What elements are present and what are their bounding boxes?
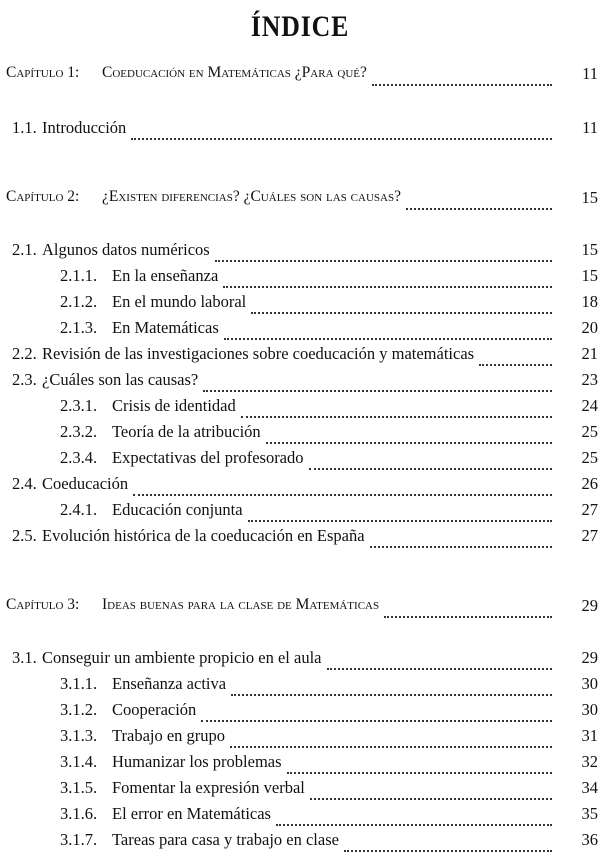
entry-number: Capítulo 1: xyxy=(6,64,80,81)
page-title: ÍNDICE xyxy=(250,10,350,43)
toc-entry xyxy=(0,752,600,774)
entry-number: 2.4.1. xyxy=(60,500,98,519)
entry-title: En la enseñanza xyxy=(112,266,219,285)
entry-page-number: 31 xyxy=(581,726,598,745)
entry-title: Humanizar los problemas xyxy=(112,752,282,771)
entry-page-number: 21 xyxy=(581,344,598,363)
toc-entry xyxy=(0,448,600,470)
entry-number: Capítulo 2: xyxy=(6,188,80,205)
dot-leader xyxy=(251,292,552,314)
toc-entry xyxy=(0,370,600,392)
entry-number: 2.1.3. xyxy=(60,318,98,337)
entry-title: Teoría de la atribución xyxy=(112,422,261,441)
entry-title: Enseñanza activa xyxy=(112,674,227,693)
entry-number: 2.2. xyxy=(12,344,37,363)
entry-page-number: 23 xyxy=(581,370,598,389)
entry-page-number: 18 xyxy=(581,292,598,311)
entry-number: 3.1.6. xyxy=(60,804,98,823)
entry-number: 3.1. xyxy=(12,648,37,667)
entry-page-number: 15 xyxy=(581,240,598,259)
entry-title: Introducción xyxy=(42,118,127,137)
entry-page-number: 35 xyxy=(581,804,598,823)
toc-entry xyxy=(0,500,600,522)
entry-number: 1.1. xyxy=(12,118,37,137)
entry-title: Fomentar la expresión verbal xyxy=(112,778,305,797)
entry-title: Coeducación xyxy=(42,474,129,493)
entry-title: El error en Matemáticas xyxy=(112,804,271,823)
dot-leader xyxy=(224,318,552,340)
entry-title: Tareas para casa y trabajo en clase xyxy=(112,830,339,849)
toc-entry xyxy=(0,266,600,288)
entry-page-number: 30 xyxy=(581,674,598,693)
entry-title: Ideas buenas para la clase de Matemáticas xyxy=(102,596,380,613)
entry-title: En Matemáticas xyxy=(112,318,219,337)
entry-title: Algunos datos numéricos xyxy=(42,240,210,259)
dot-leader xyxy=(479,344,552,366)
entry-page-number: 11 xyxy=(582,118,598,137)
entry-page-number: 20 xyxy=(581,318,598,337)
toc-entry xyxy=(0,804,600,826)
entry-page-number: 29 xyxy=(581,648,598,667)
entry-title: Evolución histórica de la coeducación en España xyxy=(42,526,365,545)
entry-title: Cooperación xyxy=(112,700,197,719)
entry-page-number: 36 xyxy=(581,830,598,849)
dot-leader xyxy=(131,118,552,140)
dot-leader xyxy=(287,752,552,774)
toc-entry xyxy=(0,726,600,748)
entry-title: Conseguir un ambiente propicio en el aula xyxy=(42,648,322,667)
entry-title: Crisis de identidad xyxy=(112,396,236,415)
entry-title: Educación conjunta xyxy=(112,500,243,519)
entry-number: 2.3.1. xyxy=(60,396,98,415)
toc-entry xyxy=(0,778,600,800)
entry-title: Expectativas del profesorado xyxy=(112,448,304,467)
entry-number: 2.1.1. xyxy=(60,266,98,285)
dot-leader xyxy=(372,64,552,86)
toc-entry xyxy=(0,422,600,444)
entry-page-number: 26 xyxy=(581,474,598,493)
entry-number: 2.3. xyxy=(12,370,37,389)
dot-leader xyxy=(201,700,552,722)
entry-number: 3.1.2. xyxy=(60,700,98,719)
entry-page-number: 15 xyxy=(581,266,598,285)
entry-number: 2.1. xyxy=(12,240,37,259)
dot-leader xyxy=(223,266,552,288)
toc-entry xyxy=(0,118,600,140)
dot-leader xyxy=(230,726,552,748)
toc-entry xyxy=(0,240,600,262)
entry-page-number: 27 xyxy=(581,526,598,545)
entry-number: 2.3.4. xyxy=(60,448,98,467)
toc-entry xyxy=(0,526,600,548)
dot-leader xyxy=(309,448,552,470)
entry-page-number: 32 xyxy=(581,752,598,771)
toc-entry xyxy=(0,474,600,496)
entry-page-number: 27 xyxy=(581,500,598,519)
dot-leader xyxy=(276,804,552,826)
toc-entry xyxy=(0,344,600,366)
entry-page-number: 11 xyxy=(582,64,598,83)
chapter-entry xyxy=(0,596,600,618)
dot-leader xyxy=(406,188,552,210)
entry-title: ¿Cuáles son las causas? xyxy=(42,370,199,389)
entry-page-number: 15 xyxy=(581,188,598,207)
entry-number: 3.1.3. xyxy=(60,726,98,745)
entry-number: Capítulo 3: xyxy=(6,596,80,613)
entry-title: En el mundo laboral xyxy=(112,292,247,311)
entry-page-number: 25 xyxy=(581,448,598,467)
entry-title: ¿Existen diferencias? ¿Cuáles son las causas? xyxy=(102,188,401,205)
entry-title: Trabajo en grupo xyxy=(112,726,226,745)
toc-entry xyxy=(0,318,600,340)
toc-entry xyxy=(0,648,600,670)
entry-number: 2.3.2. xyxy=(60,422,98,441)
entry-page-number: 30 xyxy=(581,700,598,719)
entry-title: Coeducación en Matemáticas ¿Para qué? xyxy=(102,64,367,81)
entry-number: 2.5. xyxy=(12,526,37,545)
entry-page-number: 24 xyxy=(581,396,598,415)
toc-entry xyxy=(0,700,600,722)
entry-number: 2.4. xyxy=(12,474,37,493)
dot-leader xyxy=(310,778,552,800)
dot-leader xyxy=(370,526,552,548)
dot-leader xyxy=(327,648,552,670)
dot-leader xyxy=(215,240,552,262)
toc-entry xyxy=(0,674,600,696)
entry-number: 3.1.5. xyxy=(60,778,98,797)
chapter-entry xyxy=(0,188,600,210)
entry-number: 3.1.4. xyxy=(60,752,98,771)
toc-entry xyxy=(0,292,600,314)
dot-leader xyxy=(203,370,552,392)
dot-leader xyxy=(231,674,552,696)
dot-leader xyxy=(248,500,552,522)
dot-leader xyxy=(241,396,552,418)
chapter-entry xyxy=(0,64,600,86)
entry-number: 3.1.7. xyxy=(60,830,98,849)
entry-number: 2.1.2. xyxy=(60,292,98,311)
entry-page-number: 34 xyxy=(581,778,598,797)
entry-title: Revisión de las investigaciones sobre coeducación y matemáticas xyxy=(42,344,475,363)
entry-page-number: 25 xyxy=(581,422,598,441)
dot-leader xyxy=(384,596,552,618)
dot-leader xyxy=(266,422,552,444)
toc-entry xyxy=(0,396,600,418)
entry-number: 3.1.1. xyxy=(60,674,98,693)
entry-page-number: 29 xyxy=(581,596,598,615)
dot-leader xyxy=(133,474,552,496)
